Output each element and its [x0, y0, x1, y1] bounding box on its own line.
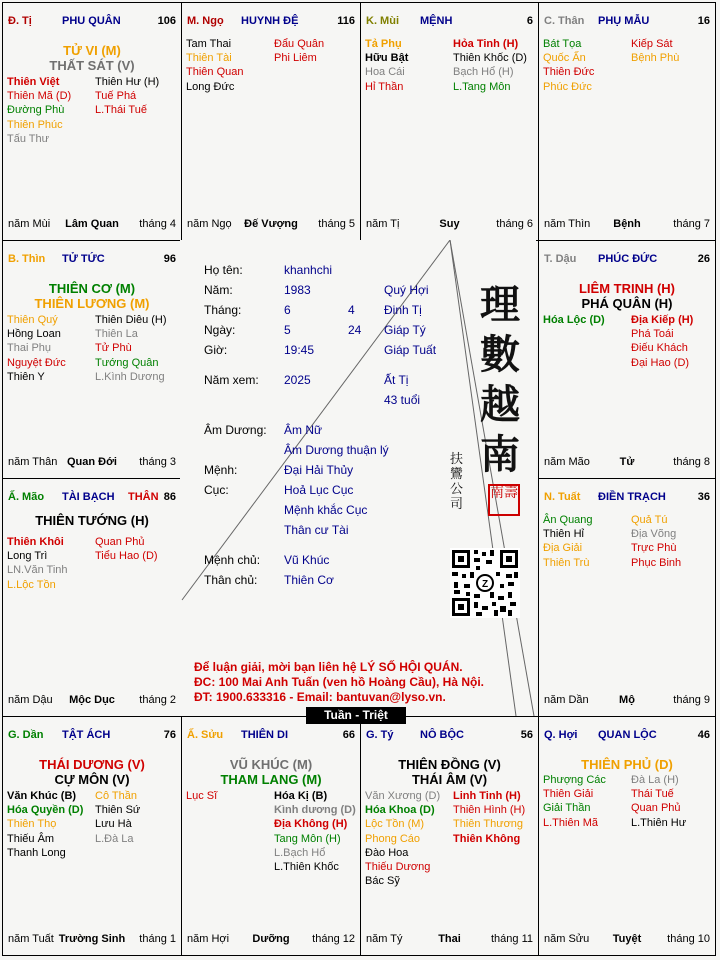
footer-stage: Đế Vượng [244, 218, 298, 230]
minor-star: Bạch Hổ (H) [453, 66, 514, 79]
footer-month: tháng 12 [312, 933, 355, 945]
minor-stars-left [543, 513, 593, 570]
palace-footer [544, 218, 710, 232]
palace-ti[interactable] [2, 2, 182, 241]
minor-star: Tả Phụ [365, 38, 402, 50]
palace-hoi[interactable] [538, 716, 716, 956]
minor-star: Hóa Khoa (D) [365, 804, 435, 817]
major-star: THIÊN LƯƠNG (M) [34, 296, 150, 311]
minor-star: Linh Tinh (H) [453, 790, 521, 802]
minor-star: Thiên Giải [543, 788, 594, 801]
minor-star: L.Đà La [95, 832, 134, 845]
footer-month: tháng 8 [673, 456, 710, 468]
palace-header [366, 15, 533, 29]
minor-stars-left [7, 313, 66, 384]
minor-stars-right [95, 313, 167, 384]
minor-star: Thiên Quý [7, 314, 58, 326]
minor-star: Địa Không (H) [274, 818, 348, 831]
footer-stage: Thai [438, 933, 461, 945]
value-thang: 6 [284, 303, 291, 317]
minor-stars-right [274, 37, 324, 65]
minor-star: Tướng Quân [95, 356, 159, 369]
calligraphy-char: 南 [480, 431, 520, 478]
minor-star: Bác Sỹ [365, 875, 400, 888]
calligraphy-char: 越 [480, 381, 520, 428]
minor-star: L.Lộc Tồn [7, 578, 56, 591]
palace-header [544, 15, 710, 29]
major-star: CỰ MÔN (V) [54, 772, 130, 787]
calligraphy-char: 數 [480, 331, 520, 378]
label-menh: Mệnh: [204, 463, 238, 477]
palace-can-chi: G. Tý [366, 729, 394, 741]
palace-number: 46 [697, 729, 710, 741]
minor-star: Thiên Thương [453, 818, 524, 831]
vertical-char: 扶 [450, 452, 464, 467]
calligraphy-char: 理 [480, 281, 520, 328]
minor-stars-right [631, 773, 686, 830]
palace-footer [8, 456, 176, 470]
footer-year: năm Mão [544, 456, 590, 468]
palace-footer [187, 218, 355, 232]
minor-star: Thiếu Dương [365, 861, 431, 874]
major-stars [3, 281, 181, 311]
value-ngay: 5 [284, 323, 291, 337]
minor-star: Phi Liêm [274, 52, 317, 65]
palace-header [187, 15, 355, 29]
minor-star: Hồng Loan [7, 328, 61, 341]
label-gio: Giờ: [204, 343, 228, 357]
palace-number: 116 [337, 15, 355, 27]
minor-stars-right [95, 535, 158, 563]
palace-name: NÔ BỘC [420, 729, 464, 741]
minor-star: Thiên Phúc [7, 118, 63, 131]
value-than-chu: Thiên Cơ [284, 573, 334, 587]
minor-star: L.Thiên Hư [631, 816, 687, 829]
minor-star: Kiếp Sát [631, 38, 673, 50]
minor-stars-left [365, 37, 408, 94]
minor-star: L.Bạch Hổ [274, 846, 326, 859]
palace-ty[interactable] [360, 716, 539, 956]
minor-star: Hữu Bật [365, 52, 409, 65]
vertical-char: 鸞 [450, 467, 464, 482]
footer-month: tháng 5 [318, 218, 355, 230]
palace-can-chi: N. Tuất [544, 491, 581, 503]
major-star: TỬ VI (M) [63, 43, 121, 58]
palace-header [8, 253, 176, 267]
palace-footer [8, 694, 176, 708]
minor-star: Hoa Cái [365, 66, 405, 79]
minor-stars-right [95, 789, 140, 846]
minor-stars-right [631, 37, 679, 65]
minor-star: Quan Phủ [95, 536, 145, 548]
footer-year: năm Dậu [8, 694, 53, 706]
minor-stars-right [274, 789, 356, 874]
minor-star: Thai Phụ [7, 342, 52, 355]
footer-month: tháng 4 [139, 218, 176, 230]
palace-mao[interactable] [2, 478, 182, 717]
minor-star: Lưu Hà [95, 818, 132, 831]
palace-header [544, 253, 710, 267]
vertical-char: 公 [450, 482, 464, 497]
footer-stage: Tử [619, 456, 635, 468]
value-gio: 19:45 [284, 343, 315, 357]
palace-name: TÀI BẠCH [62, 491, 115, 503]
major-star: PHÁ QUÂN (H) [581, 296, 673, 311]
minor-star: Lục Sĩ [186, 790, 218, 802]
palace-header [187, 729, 355, 743]
footer-stage: Mộc Dục [69, 694, 115, 706]
palace-can-chi: Ấ. Mão [8, 491, 45, 503]
palace-can-chi: Q. Hợi [544, 729, 578, 741]
footer-month: tháng 1 [139, 933, 176, 945]
palace-number: 16 [697, 15, 710, 27]
palace-footer [187, 933, 355, 947]
label-cuc: Cục: [204, 483, 229, 497]
major-star: THIÊN CƠ (M) [48, 281, 136, 296]
palace-ngo[interactable] [181, 2, 361, 241]
footer-month: tháng 10 [667, 933, 710, 945]
palace-name: PHỤ MẪU [598, 15, 650, 27]
minor-star: Tam Thai [186, 38, 232, 50]
minor-star: Thiên Hỉ [543, 528, 584, 541]
major-star: THAM LANG (M) [220, 772, 322, 787]
minor-star: Địa Võng [631, 528, 677, 541]
minor-star: L.Thiên Khốc [274, 861, 339, 874]
palace-name: ĐIỀN TRẠCH [598, 491, 666, 503]
footer-year: năm Dần [544, 694, 589, 706]
minor-star: Thiên Khôi [7, 536, 64, 548]
major-star: VŨ KHÚC (M) [229, 757, 313, 772]
minor-star: Cô Thần [95, 790, 137, 802]
minor-star: Trực Phù [631, 542, 677, 555]
value-nam-xem-can: Ất Tị [384, 373, 409, 387]
minor-stars-left [543, 773, 606, 830]
minor-star: Đà La (H) [631, 774, 679, 786]
major-stars [361, 757, 538, 787]
minor-stars-left [7, 789, 83, 860]
footer-stage: Dưỡng [252, 933, 290, 945]
value-thang-can: Đinh Tị [384, 303, 422, 317]
minor-star: Văn Khúc (B) [7, 790, 77, 802]
minor-star: Thiên Đức [543, 66, 595, 79]
minor-star: Thiên Mã (D) [7, 90, 72, 103]
footer-stage: Quan Đới [67, 456, 117, 468]
minor-star: LN.Văn Tinh [7, 564, 68, 577]
palace-number: 6 [526, 15, 533, 27]
minor-star: Tử Phù [95, 342, 132, 355]
footer-stage: Trường Sinh [58, 933, 126, 945]
footer-year: năm Hợi [187, 933, 230, 945]
footer-year: năm Tuất [8, 933, 54, 945]
minor-star: Thiên Việt [7, 76, 60, 88]
value-thang-am: 4 [348, 303, 355, 317]
palace-can-chi: G. Dần [8, 729, 44, 741]
minor-stars-left [543, 37, 594, 94]
label-menh-chu: Mệnh chủ: [204, 553, 261, 567]
minor-star: L.Thái Tuế [95, 104, 147, 117]
palace-number: 36 [697, 491, 710, 503]
minor-stars-left [7, 535, 68, 592]
value-cuc-3: Thân cư Tài [284, 523, 349, 537]
minor-star: Hỏa Tinh (H) [453, 38, 519, 50]
footer-year: năm Tị [366, 218, 400, 230]
palace-footer [544, 456, 710, 470]
palace-suu[interactable] [181, 716, 361, 956]
label-ngay: Ngày: [204, 323, 236, 337]
palace-header [8, 15, 176, 29]
minor-stars-right [631, 313, 693, 370]
minor-star: Lộc Tồn (M) [365, 818, 425, 831]
minor-star: Tang Môn (H) [274, 832, 341, 845]
minor-star: Hóa Kị (B) [274, 790, 328, 802]
contact-address: ĐC: 100 Mai Anh Tuấn (ven hồ Hoàng Cầu), Hà Nội. [194, 675, 485, 689]
minor-star: Bệnh Phù [631, 52, 680, 65]
label-ho-ten: Họ tên: [204, 263, 243, 277]
value-tuoi: 43 tuổi [384, 393, 421, 407]
palace-footer [366, 218, 533, 232]
major-star: LIÊM TRINH (H) [578, 281, 676, 296]
minor-star: Phục Binh [631, 556, 682, 569]
palace-thin[interactable] [2, 240, 182, 479]
minor-star: Thiên Hư (H) [95, 76, 160, 88]
minor-star: Địa Giải [543, 542, 583, 555]
palace-can-chi: C. Thân [544, 15, 585, 27]
footer-month: tháng 7 [673, 218, 710, 230]
minor-stars-left [7, 75, 71, 146]
palace-can-chi: B. Thìn [8, 253, 46, 265]
footer-year: năm Thân [8, 456, 58, 468]
value-am-duong: Âm Nữ [284, 423, 323, 437]
label-than-chu: Thân chủ: [204, 573, 258, 587]
minor-star: Phúc Đức [543, 80, 592, 93]
minor-stars-left [543, 313, 605, 327]
palace-name: HUYNH ĐỆ [241, 15, 299, 27]
footer-stage: Lâm Quan [65, 218, 119, 230]
minor-star: Tấu Thư [7, 132, 50, 145]
value-cuc: Hoả Lục Cục [284, 483, 354, 497]
minor-star: Thiên Sứ [95, 804, 141, 817]
minor-star: Đẩu Quân [274, 38, 325, 50]
palace-footer [366, 933, 533, 947]
contact-line-1: Để luận giải, mời bạn liên hệ LÝ SỐ HỘI QUÁN. [194, 660, 463, 674]
minor-star: Thiên Hình (H) [453, 804, 526, 817]
footer-stage: Bệnh [613, 218, 641, 230]
footer-year: năm Thìn [544, 218, 591, 230]
minor-star: Thái Tuế [631, 788, 674, 801]
tuan-triet-badge: Tuần - Triệt [306, 707, 406, 724]
label-nam-xem: Năm xem: [204, 373, 259, 387]
palace-number: 66 [342, 729, 355, 741]
footer-month: tháng 9 [673, 694, 710, 706]
minor-star: Thiếu Âm [7, 832, 55, 845]
palace-tuat[interactable] [538, 478, 716, 717]
footer-month: tháng 6 [496, 218, 533, 230]
minor-star: Bát Tọa [543, 38, 582, 50]
palace-dau[interactable] [538, 240, 716, 479]
minor-star: Văn Xương (D) [365, 790, 441, 802]
value-gio-can: Giáp Tuất [384, 343, 437, 357]
minor-stars-left [365, 789, 440, 888]
footer-month: tháng 2 [139, 694, 176, 706]
palace-header [366, 729, 533, 743]
qr-code-icon[interactable] [450, 548, 520, 618]
footer-year: năm Tý [366, 933, 403, 945]
minor-star: Tuế Phá [95, 90, 137, 103]
value-nam-xem: 2025 [284, 373, 311, 387]
footer-year: năm Mùi [8, 218, 51, 230]
palace-number: 76 [163, 729, 176, 741]
minor-star: Phong Cáo [365, 832, 421, 845]
minor-star: Thiên Khốc (D) [453, 52, 527, 65]
footer-month: tháng 3 [139, 456, 176, 468]
footer-year: năm Sửu [544, 933, 590, 945]
minor-star: L.Thiên Mã [543, 816, 599, 829]
value-ngay-am: 24 [348, 323, 362, 337]
minor-star: Phượng Các [543, 774, 606, 786]
palace-header [544, 729, 710, 743]
calligraphy-logo [470, 280, 530, 480]
label-nam: Năm: [204, 283, 233, 297]
minor-star: Đường Phù [7, 104, 65, 117]
palace-number: 106 [157, 15, 176, 27]
palace-footer [544, 933, 710, 947]
palace-footer [8, 218, 176, 232]
footer-stage: Tuyệt [612, 933, 642, 945]
minor-star: Đào Hoa [365, 846, 409, 859]
minor-star: Thiên Không [453, 832, 521, 845]
vertical-company-text [450, 452, 466, 512]
minor-star: Nguyệt Đức [7, 356, 66, 369]
major-star: THIÊN PHỦ (D) [581, 757, 673, 772]
palace-name: MỆNH [420, 15, 453, 27]
palace-mui[interactable] [360, 2, 539, 241]
minor-star: Thiên Y [7, 370, 45, 383]
palace-can-chi: T. Dậu [544, 253, 577, 265]
minor-stars-right [453, 789, 525, 846]
value-cuc-2: Mệnh khắc Cục [284, 503, 368, 517]
footer-month: tháng 11 [490, 933, 533, 945]
minor-stars-right [631, 513, 681, 570]
major-star: THIÊN ĐỒNG (V) [398, 757, 501, 772]
minor-stars-left [186, 789, 217, 803]
minor-star: Thiên Trù [543, 556, 590, 569]
value-nam: 1983 [284, 283, 311, 297]
minor-star: Thiên Tài [186, 52, 232, 65]
minor-star: Long Đức [186, 80, 235, 93]
palace-can-chi: Ấ. Sửu [187, 729, 224, 741]
value-ho-ten: khanhchi [284, 263, 333, 277]
minor-star: L.Kình Dương [95, 370, 165, 383]
minor-star: Tiểu Hao (D) [95, 550, 158, 563]
palace-number: 86 [163, 491, 176, 503]
major-star: THIÊN TƯỚNG (H) [35, 513, 149, 528]
value-nam-can: Quý Hợi [384, 283, 429, 297]
minor-star: Ân Quang [543, 514, 593, 526]
label-thang: Tháng: [204, 303, 242, 317]
major-stars [3, 757, 181, 787]
palace-header [8, 491, 176, 505]
minor-star: Kình dương (D) [274, 804, 356, 817]
minor-star: Địa Kiếp (H) [631, 314, 694, 326]
palace-than[interactable] [538, 2, 716, 241]
value-menh-chu: Vũ Khúc [284, 553, 330, 567]
minor-star: Điếu Khách [631, 342, 688, 355]
palace-can-chi: K. Mùi [366, 15, 399, 27]
palace-name: QUAN LỘC [598, 729, 657, 741]
value-menh: Đại Hải Thủy [284, 463, 354, 477]
minor-star: Hóa Quyền (D) [7, 804, 84, 817]
minor-star: Long Trì [7, 550, 48, 563]
palace-name: PHÚC ĐỨC [598, 253, 658, 265]
palace-number: 56 [520, 729, 533, 741]
red-seal-stamp: 南壽 [488, 484, 520, 516]
minor-stars-right [95, 75, 159, 118]
major-stars [539, 281, 715, 311]
palace-name: PHU QUÂN [62, 15, 121, 27]
minor-star: Đại Hao (D) [631, 356, 690, 369]
minor-star: Phá Toái [631, 328, 674, 341]
palace-header [8, 729, 176, 743]
footer-year: năm Ngọ [187, 218, 232, 230]
value-ngay-can: Giáp Tý [384, 323, 426, 337]
svg-text:Z: Z [481, 579, 489, 590]
footer-stage: Mộ [619, 694, 635, 706]
minor-star: Hỉ Thần [365, 80, 404, 93]
palace-can-chi: Đ. Tị [8, 15, 32, 27]
than-marker: THÂN [128, 491, 159, 503]
minor-stars-right [453, 37, 527, 94]
vertical-char: 司 [450, 497, 464, 512]
minor-star: Quả Tú [631, 514, 668, 526]
label-am-duong: Âm Dương: [204, 423, 267, 437]
palace-name: THIÊN DI [241, 729, 289, 741]
minor-star: Thiên Thọ [7, 818, 57, 831]
minor-star: Hóa Lộc (D) [543, 314, 605, 326]
palace-name: TỬ TỨC [62, 253, 105, 265]
palace-header [544, 491, 710, 505]
major-star: THÁI DƯƠNG (V) [39, 757, 145, 772]
major-stars [3, 43, 181, 73]
minor-star: Quan Phủ [631, 802, 681, 815]
footer-stage: Suy [439, 218, 460, 230]
major-star: THÁI ÂM (V) [411, 772, 488, 787]
contact-phone-email[interactable]: ĐT: 1900.633316 - Email: bantuvan@lyso.vn. [194, 690, 446, 704]
minor-star: Giải Thần [543, 802, 591, 815]
minor-stars-left [186, 37, 243, 94]
palace-footer [544, 694, 710, 708]
palace-number: 26 [697, 253, 710, 265]
palace-footer [8, 933, 176, 947]
major-stars [3, 513, 181, 528]
major-star: THẤT SÁT (V) [49, 58, 135, 73]
major-stars [182, 757, 360, 787]
palace-can-chi: M. Ngọ [187, 15, 224, 27]
palace-number: 96 [163, 253, 176, 265]
minor-star: Thiên La [95, 328, 138, 341]
value-am-duong-2: Âm Dương thuận lý [284, 443, 389, 457]
palace-dan[interactable] [2, 716, 182, 956]
palace-name: TẬT ÁCH [62, 729, 111, 741]
minor-star: Thiên Quan [186, 66, 244, 79]
minor-star: Quốc Ấn [543, 52, 586, 65]
major-stars [539, 757, 715, 772]
minor-star: Thiên Diêu (H) [95, 314, 167, 326]
minor-star: L.Tang Môn [453, 80, 511, 93]
minor-star: Thanh Long [7, 846, 66, 859]
